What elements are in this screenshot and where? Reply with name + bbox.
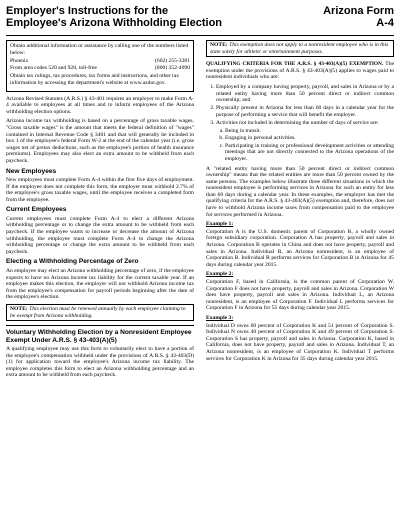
paragraph-gross-wages: Arizona income tax withholding is based on a percentage of gross taxable wages. "Gross taxable wages" is the amount that meets the federal definition of "wages" contained in Internal Revenue Code § 3401 and that will generally be included in box 1 of the employee's federal Form W-2 at the end of the calendar year (i.e. gross wages net of pretax deductions, such as the employee's portion of health insurance premiums). Employees may also elect an extra amount to be withheld from each paycheck. — [6, 118, 194, 164]
title-line-1: Employer's Instructions for the — [6, 5, 169, 17]
phoenix-label: Phoenix — [10, 58, 29, 65]
note-text: This election must be renewed annually by each employee claiming to be exempt from Arizona withholding. — [10, 305, 186, 319]
heading-new-employees: New Employees — [6, 167, 57, 175]
phoenix-number[interactable]: (602) 255-3381 — [155, 58, 190, 65]
qualifying-text: The exemption under the provisions of A.R.S. § 43-403(A)(5) applies to wages paid to nonresident individuals who are: — [206, 61, 394, 81]
form-number: A-4 — [376, 17, 394, 29]
athletic-note — [206, 40, 394, 57]
paragraph-zero-percentage: An employee may elect an Arizona withholding percentage of zero, if the employee expects to have no Arizona income tax liability for the current taxable year. If an employee makes this election, the employer will not withhold Arizona income tax from the employee's compensation for payroll periods beginning after the date of the employee's election. — [6, 267, 194, 301]
criteria-item: 1. Employed by a company having property, payroll, and sales in Arizona or by a related entity having more than 50 percent direct or indirect common ownership; and — [216, 84, 394, 104]
contact-info-box — [6, 40, 194, 92]
example-1-text: Corporation A is the U.S. domestic parent of Corporation B, a wholly owned foreign subsidiary corporation. Corporation A has property, payroll and sales in Arizona. Corporation B operates in China and does not have property, payroll and sales in Arizona. Individual R, an Arizona nonresident, is an employee of Corporation B. Individual R performs services for Corporation B in Arizona for 45 days during calendar year 2015. — [206, 228, 394, 268]
note-label: NOTE: — [210, 42, 228, 48]
paragraph-new-employees: New employees must complete Form A-4 within the first five days of employment. If the employee does not complete this form, the employer must withhold 2.7% of the employee's gross taxable wages, until the employee receives a completed form from the employee. — [6, 177, 194, 203]
excluded-activity: b. Engaging in personal activities. — [225, 135, 394, 142]
document-title — [6, 5, 222, 29]
excluded-activity: a. Being in transit. — [225, 128, 394, 135]
toll-free-phone-row — [10, 65, 190, 72]
phoenix-phone-row — [10, 58, 190, 65]
example-2-title: Example 2: — [206, 271, 234, 278]
example-3-title: Example 3: — [206, 314, 234, 321]
form-label: Arizona Form — [323, 5, 394, 17]
form-identifier — [323, 5, 394, 29]
title-line-2: Employee's Arizona Withholding Election — [6, 17, 223, 29]
paragraph-current-employees: Current employees must complete Form A-4 to elect a different Arizona withholding percentage or to change the extra amount to be withheld from each paycheck. If the employee wants to increase or decrease the amount of Arizona withholding, the employee must complete Form A-4 to change the Arizona withholding percentage or change the extra amount to be withheld from each paycheck. — [6, 215, 194, 255]
note-label: NOTE: — [10, 305, 28, 312]
criteria-item: 2. Physically present in Arizona for less than 60 days in a calendar year for the purpose of performing a service that will benefit the employer. — [216, 105, 394, 118]
website-info: Obtain tax rulings, tax procedures, tax forms and instructions, and other tax information by accessing the department's website at www.azdor.gov. — [10, 73, 180, 86]
heading-zero-percentage: Electing a Withholding Percentage of Zero — [6, 258, 139, 266]
example-1-title: Example 1: — [206, 221, 234, 228]
paragraph-statute: Arizona Revised Statutes (A.R.S.) § 43-401 requires an employer to make Form A-4 available to employees at all times and to inform employees of the Arizona withholding election options. — [6, 95, 194, 115]
toll-free-number[interactable]: (800) 352-4090 — [155, 64, 190, 71]
note-text: This exemption does not apply to a nonresident employee who is in this state solely for athletic or entertainment purposes. — [210, 42, 389, 55]
excluded-activities-list — [216, 128, 394, 163]
left-column — [6, 40, 194, 382]
page-header — [6, 5, 394, 36]
qualifying-criteria — [206, 61, 394, 81]
renewal-note — [6, 304, 194, 321]
contact-intro: Obtain additional information or assistance by calling one of the numbers listed below: — [10, 43, 189, 56]
paragraph-voluntary-election: A qualifying employee may use this form to voluntarily elect to have a portion of the employee's compensation withheld under the provisions of A.R.S. § 43-403(D)(1) for application toward the employee's Arizona income tax liability. The employee completes this form to elect an Arizona withholding percentage and an extra amount to be withheld from each paycheck. — [6, 346, 194, 379]
right-column — [206, 40, 394, 365]
section-divider — [6, 325, 194, 326]
criteria-item-text: Activities not included in determining the number of days of service are: — [216, 119, 379, 126]
heading-current-employees: Current Employees — [6, 206, 67, 214]
criteria-item — [216, 120, 394, 163]
example-3-text: Individual D owns 60 percent of Corporation K and 51 percent of Corporation S. Individual N owns 40 percent of Corporation K and 49 percent of Corporation S. Corporation S has property, payroll and sales in Arizona. Corporation K, based in California, does not have property, payroll and sales in Arizona. Individual T, an Arizona nonresident, is an employee of Corporation K. Individual T performs services for Corporation K in Arizona for 35 days during calendar year 2015. — [206, 322, 394, 362]
criteria-list — [206, 84, 394, 163]
example-2-text: Corporation F, based in California, is the common parent of Corporation W. Corporation F does not have property, payroll and sales in Arizona. Corporation W does have property, payroll and sales in Arizona. Individual L, an Arizona nonresident, is an employee of Corporation F. Individual L performs services for Corporation F in Arizona for 55 days during calendar year 2015. — [206, 279, 394, 312]
qualifying-lead: QUALIFYING CRITERIA FOR THE A.R.S. § 43-403(A)(5) EXEMPTION. — [206, 61, 384, 68]
heading-voluntary-election: Voluntary Withholding Election by a Nonresident Employee Exempt Under A.R.S. § 43-403(A)(5) — [6, 329, 192, 344]
excluded-activity: c. Participating in training or professional development activities or attending meetings that are not directly connected to the Arizona operations of the employer. — [225, 143, 394, 163]
toll-free-label: From area codes 520 and 928, toll-free — [10, 64, 97, 71]
paragraph-related-entity: A "related entity having more than 50 percent direct or indirect common ownership" means that the related entities are more than 50 percent owned by the same persons. The examples below illustrate three different situations in which the nonresident employee is performing services in Arizona for such an entity for less than 60 days during a calendar year. In these examples, the employer has met the qualifying criteria for the A.R.S. § 43-403(A)(5) exemption and, therefore, does not have to withhold Arizona income taxes from compensation paid to the employee for services performed in Arizona. — [206, 165, 394, 218]
